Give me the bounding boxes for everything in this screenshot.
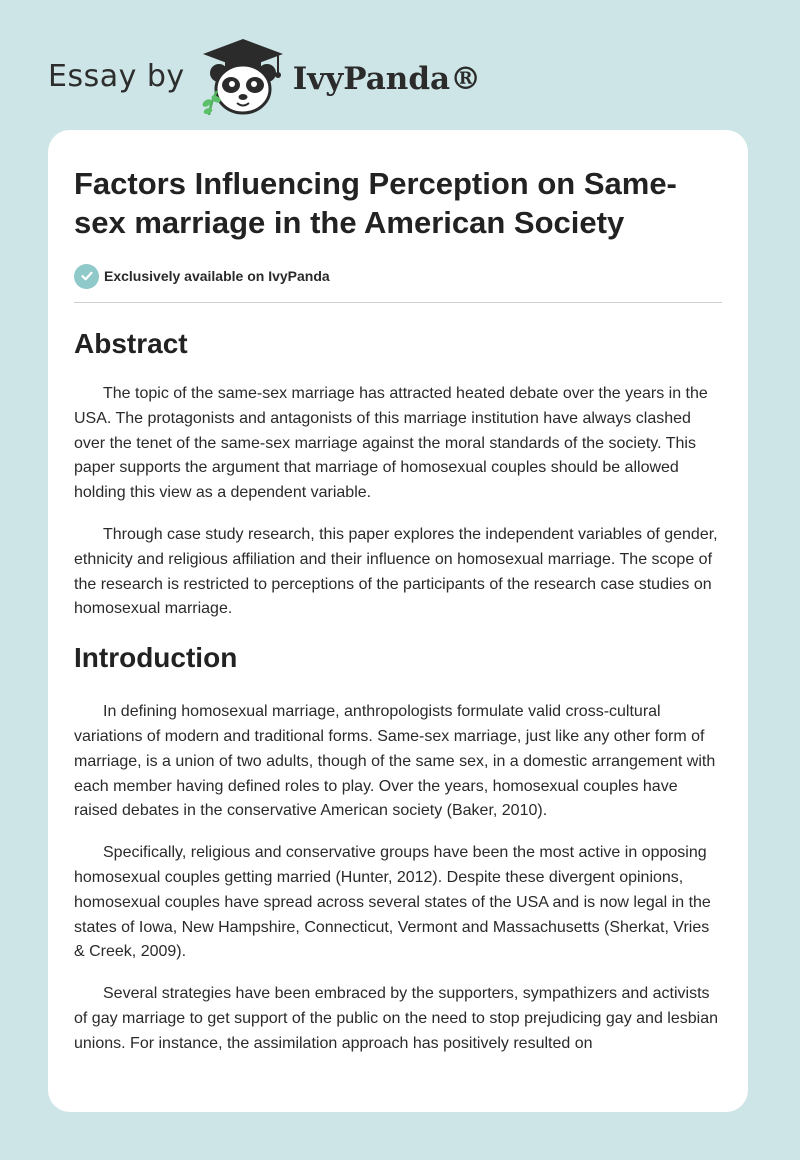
paragraph: In defining homosexual marriage, anthropologists formulate valid cross-cultural variations of modern and traditional forms. Same-sex marriage, just like any other form of marriage, is a union of two adults, though of the same sex, in a domestic arrangement with each member having defined roles to play. Over the years, homosexual couples have raised debates in the conservative American society (Baker, 2010).	[74, 703, 716, 820]
paragraph: Specifically, religious and conservative groups have been the most active in opposing homosexual couples getting married (Hunter, 2012). Despite these divergent opinions, homosexual couples have spread across several states of the USA and is now legal in the states of Iowa, New Hampshire, Connecticut, Vermont and Massachusetts (Sherkat, Vries & Creek, 2009).	[74, 844, 711, 961]
check-circle-icon	[74, 264, 99, 289]
essay-by-label: Essay by	[48, 58, 185, 94]
abstract-heading: Abstract	[74, 328, 188, 359]
site-header	[48, 36, 752, 116]
divider	[74, 302, 722, 303]
essay-card	[48, 130, 748, 1112]
essay-title: Factors Influencing Perception on Same-sex marriage in the American Society	[74, 166, 677, 240]
paragraph: Several strategies have been embraced by the supporters, sympathizers and activists of gay marriage to get support of the public on the need to stop prejudicing gay and lesbian unions. For instance, the assimilation approach has positively resulted on	[74, 985, 718, 1052]
exclusive-badge	[74, 263, 330, 289]
abstract-section	[74, 382, 722, 622]
introduction-section	[74, 700, 722, 1056]
paragraph: The topic of the same-sex marriage has attracted heated debate over the years in the USA. The protagonists and antagonists of this marriage institution have always clashed over the tenet of the same-sex marriage against the moral standards of the society. This paper supports the argument that marriage of homosexual couples should be allowed holding this view as a dependent variable.	[74, 385, 708, 502]
ivypanda-brand[interactable]: IvyPanda®	[292, 61, 482, 97]
essay-body	[74, 316, 722, 1057]
paragraph: Through case study research, this paper explores the independent variables of gender, ethnicity and religious affiliation and their influence on homosexual marriage. The scope of the research is restricted to perceptions of the participants of the research case studies on homosexual marriage.	[74, 525, 718, 618]
introduction-heading: Introduction	[74, 642, 238, 674]
panda-graduation-cap-icon[interactable]	[195, 37, 291, 117]
exclusive-label: Exclusively available on IvyPanda	[104, 268, 330, 284]
